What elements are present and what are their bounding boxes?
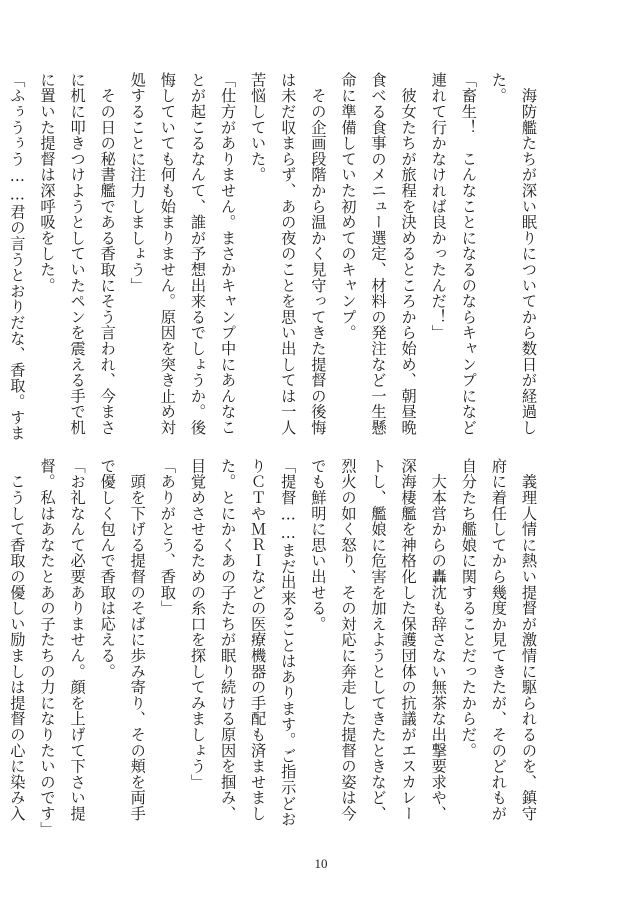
- paragraph: その日の秘書艦である香取にそう言われ、今まさに机に叩きつけようとしていたペンを震える手で机に置いた提督は深呼吸をした。: [38, 72, 117, 436]
- page-number: 10: [314, 856, 328, 871]
- paragraph: 大本営からの轟沈も辞さない無茶な出撃要求や、深海棲艦を神格化した保護団体の抗議がエスカレートし、艦娘に危害を加えようとしてきたときなど、烈火の如く怒り、その対応に奔走した提督の姿は今でも鮮明に思い出せる。: [309, 458, 448, 822]
- paragraph: 頭を下げる提督のそばに歩み寄り、その頬を両手で優しく包んで香取は応える。: [98, 458, 147, 822]
- paragraph: 義理人情に熱い提督が激情に駆られるのを、鎮守府に着任してから幾度か見てきたが、そのどれもが自分たち艦娘に関することだったからだ。: [459, 458, 538, 822]
- dialogue-paragraph: 「畜生！ こんなことになるのならキャンプになど連れて行かなければ良かったんだ！」: [429, 72, 478, 436]
- dialogue-paragraph: 「提督……まだ出来ることはあります。ご指示どおりＣＴやＭＲＩなどの医療機器の手配も済ませました。とにかくあの子たちが眠り続ける原因を掴み、目覚めさせるための糸口を探してみましょう」: [188, 458, 298, 827]
- dialogue-paragraph: 「お礼なんて必要ありません。顔を上げて下さい提督。私はあなたとあの子たちの力になりたいのです」: [38, 458, 87, 838]
- text-block-bottom: [8, 458, 544, 838]
- dialogue-paragraph: 「ありがとう、香取」: [158, 458, 177, 616]
- dialogue-paragraph: 「仕方がありません。まさかキャンプ中にあんなことが起こるなんて、誰が予想出来るでしょうか。後悔していても何も始まりません。原因を突き止め対処することに注力しましょう」: [128, 72, 238, 436]
- paragraph: 彼女たちが旅程を決めるところから始め、朝昼晩食べる食事のメニュー選定、材料の発注など一生懸命に準備していた初めてのキャンプ。: [339, 72, 418, 436]
- paragraph: その企画段階から温かく見守ってきた提督の後悔は未だ収まらず、あの夜のことを思い出しては一人苦悩していた。: [249, 72, 328, 436]
- paragraph: 海防艦たちが深い眠りについてから数日が経過した。: [489, 72, 538, 436]
- text-block-top: [8, 72, 544, 444]
- paragraph: こうして香取の優しい励ましは提督の心に染み入: [8, 473, 27, 822]
- dialogue-paragraph: 「ふぅうぅう……君の言うとおりだな、香取。すま: [8, 72, 27, 441]
